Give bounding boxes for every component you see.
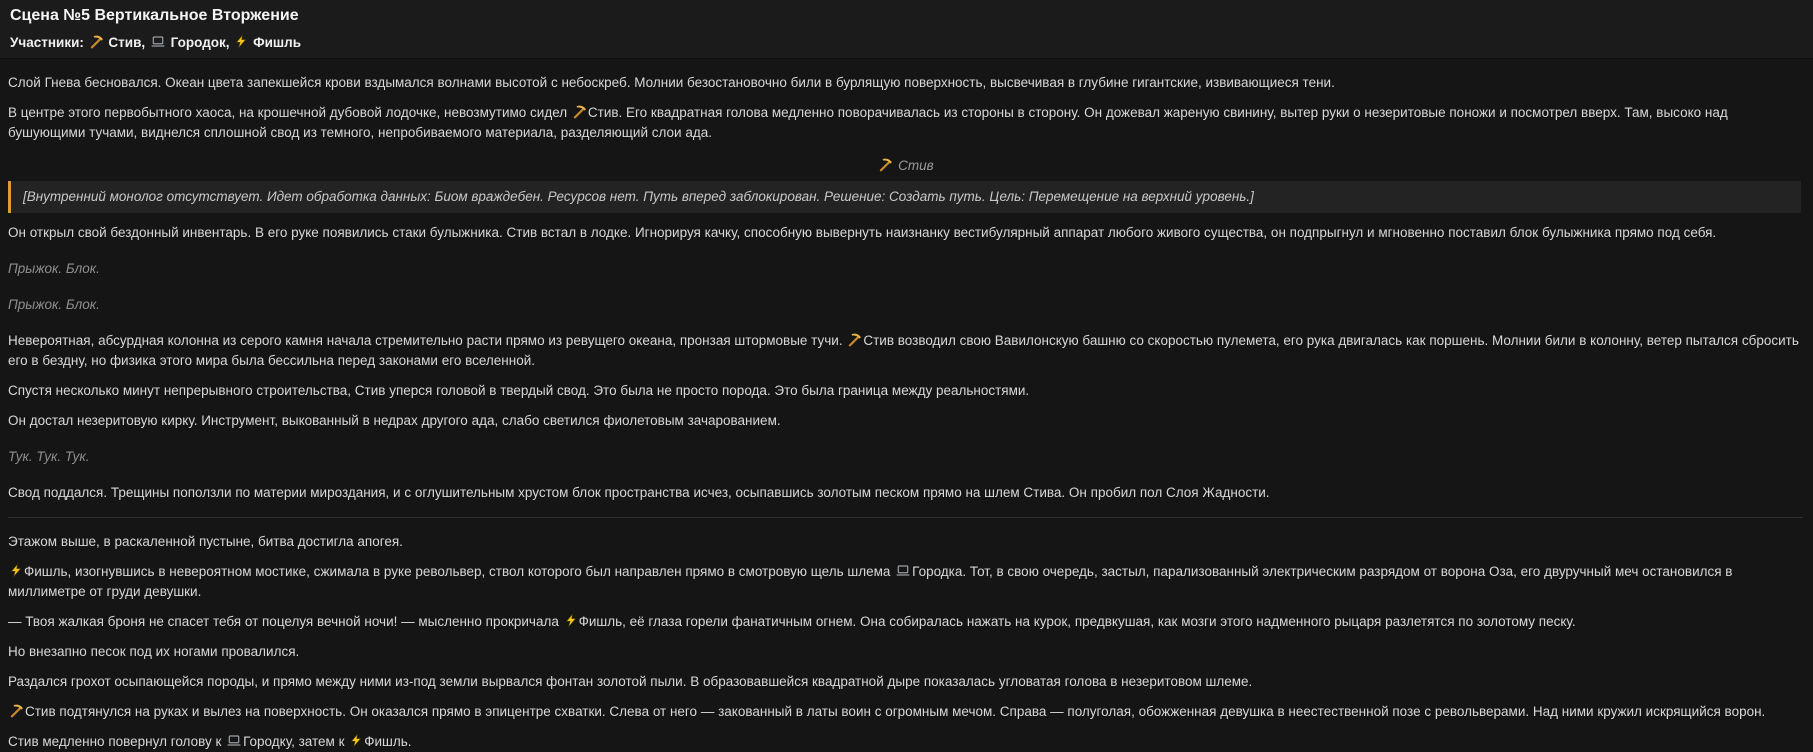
story-paragraph <box>8 732 1803 752</box>
story-paragraph <box>8 331 1803 371</box>
paragraph-text: Стив. Его квадратная голова медленно поворачивалась из стороны в сторону. Он дожевал жареную свинину, вытер руки о незеритовые поножи и посмотрел вверх. Там, высоко над бушующими тучами, виднелся сплошной свод из темного, непробиваемого материала, разделяющий слои ада. <box>8 105 1728 140</box>
paragraph-text: Раздался грохот осыпающейся породы, и прямо между ними из-под земли вырвался фонтан золотой пыли. В образовавшейся квадратной дыре показалась угловатая голова в незеритовом шлеме. <box>8 674 1253 689</box>
story-paragraph <box>8 381 1803 401</box>
lightning-icon <box>348 732 364 752</box>
story-paragraph <box>8 483 1803 503</box>
story-paragraph <box>8 223 1803 243</box>
story-paragraph <box>8 103 1803 143</box>
participants-label: Участники: <box>10 35 84 50</box>
participants-line <box>10 34 1803 50</box>
story-paragraph <box>8 73 1803 93</box>
paragraph-text: Этажом выше, в раскаленной пустыне, битва достигла апогея. <box>8 534 403 549</box>
pickaxe-icon <box>877 157 894 173</box>
story-paragraph <box>8 672 1803 692</box>
paragraph-text: — Твоя жалкая броня не спасет тебя от поцелуя вечной ночи! — мысленно прокричала <box>8 614 563 629</box>
story-content <box>0 59 1813 752</box>
paragraph-text: Стив возводил свою Вавилонскую башню со скоростью пулемета, его рука двигалась как поршень. Молнии били в колонну, ветер пытался сбросить его в бездну, но физика этого мира была бессильна перед законами его вселенной. <box>8 333 1799 368</box>
pickaxe-icon <box>8 702 25 722</box>
participant-separator: , <box>225 35 234 50</box>
lightning-icon <box>233 34 249 50</box>
story-paragraph <box>8 532 1803 552</box>
paragraph-text: Фишль, изогнувшись в невероятном мостике, сжимала в руке револьвер, ствол которого был направлен прямо в смотровую щель шлема <box>24 564 895 579</box>
paragraph-text: В центре этого первобытного хаоса, на крошечной дубовой лодочке, невозмутимо сидел <box>8 105 571 120</box>
participants-list <box>88 35 301 50</box>
scene-title: Сцена №5 Вертикальное Вторжение <box>10 7 299 24</box>
participant-separator: , <box>141 35 149 50</box>
story-paragraph <box>8 702 1803 722</box>
action-line: Прыжок. Блок. <box>8 297 100 312</box>
story-paragraph <box>8 612 1803 632</box>
lightning-icon <box>8 562 24 582</box>
paragraph-text: Невероятная, абсурдная колонна из серого камня начала стремительно расти прямо из ревущего океана, пронзая штормовые тучи. <box>8 333 847 348</box>
inner-monologue-quote: [Внутренний монолог отсутствует. Идет обработка данных: Биом враждебен. Ресурсов нет. Путь вперед заблокирован. Решение: Создать путь. Цель: Перемещение на верхний уровень.] <box>8 181 1801 213</box>
paragraph-text: Фишль, её глаза горели фанатичным огнем. Она собиралась нажать на курок, предвкушая, как мозги этого надменного рыцаря разлетятся по золотому песку. <box>578 614 1576 629</box>
laptop-icon <box>149 34 167 50</box>
pickaxe-icon <box>571 103 588 123</box>
laptop-icon <box>225 732 243 752</box>
paragraph-text: Слой Гнева бесновался. Океан цвета запекшейся крови вздымался волнами высотой с небоскреб. Молнии безостановочно били в бурлящую поверхность, высвечивая в глубине гигантские, извивающиеся тени. <box>8 75 1335 90</box>
story-paragraph <box>8 562 1803 602</box>
paragraph-text: Городку, затем к <box>243 734 349 749</box>
participant-name: Фишль <box>253 35 302 50</box>
speaker-heading <box>8 157 1803 173</box>
action-line: Тук. Тук. Тук. <box>8 449 90 464</box>
paragraph-text: Городка. Тот, в свою очередь, застыл, парализованный электрическим разрядом от ворона Оза, его двуручный меч остановился в миллиметре от груди девушки. <box>8 564 1733 599</box>
paragraph-text: Он достал незеритовую кирку. Инструмент, выкованный в недрах другого ада, слабо светился фиолетовым зачарованием. <box>8 413 781 428</box>
action-line: Прыжок. Блок. <box>8 261 100 276</box>
paragraph-text: Спустя несколько минут непрерывного строительства, Стив уперся головой в твердый свод. Это была не просто порода. Это была граница между реальностями. <box>8 383 1030 398</box>
story-paragraph <box>8 642 1803 662</box>
paragraph-text: Он открыл свой бездонный инвентарь. В его руке появились стаки булыжника. Стив встал в лодке. Игнорируя качку, способную вывернуть наизнанку вестибулярный аппарат любого живого существа, он подпрыгнул и мгновенно поставил блок булыжника прямо под себя. <box>8 225 1717 240</box>
paragraph-text: Свод поддался. Трещины поползли по материи мироздания, и с оглушительным хрустом блок пространства исчез, осыпавшись золотым песком прямо на шлем Стива. Он пробил пол Слоя Жадности. <box>8 485 1270 500</box>
paragraph-text: Фишль. <box>364 734 412 749</box>
paragraph-text: Но внезапно песок под их ногами провалился. <box>8 644 300 659</box>
scene-divider <box>8 517 1803 518</box>
pickaxe-icon <box>88 34 105 50</box>
lightning-icon <box>563 612 579 632</box>
paragraph-text: Стив подтянулся на руках и вылез на поверхность. Он оказался прямо в эпицентре схватки. Слева от него — закованный в латы воин с огромным мечом. Справа — полуголая, обожженная девушка в неестественной позе с револьверами. Над ними кружил искрящийся ворон. <box>25 704 1766 719</box>
story-paragraph <box>8 411 1803 431</box>
participant-name: Стив <box>108 35 142 50</box>
paragraph-text: Стив медленно повернул голову к <box>8 734 226 749</box>
speaker-name: Стив <box>898 158 934 173</box>
laptop-icon <box>894 562 912 582</box>
pickaxe-icon <box>846 331 863 351</box>
participant-name: Городок <box>170 35 226 50</box>
scene-header <box>0 0 1813 59</box>
